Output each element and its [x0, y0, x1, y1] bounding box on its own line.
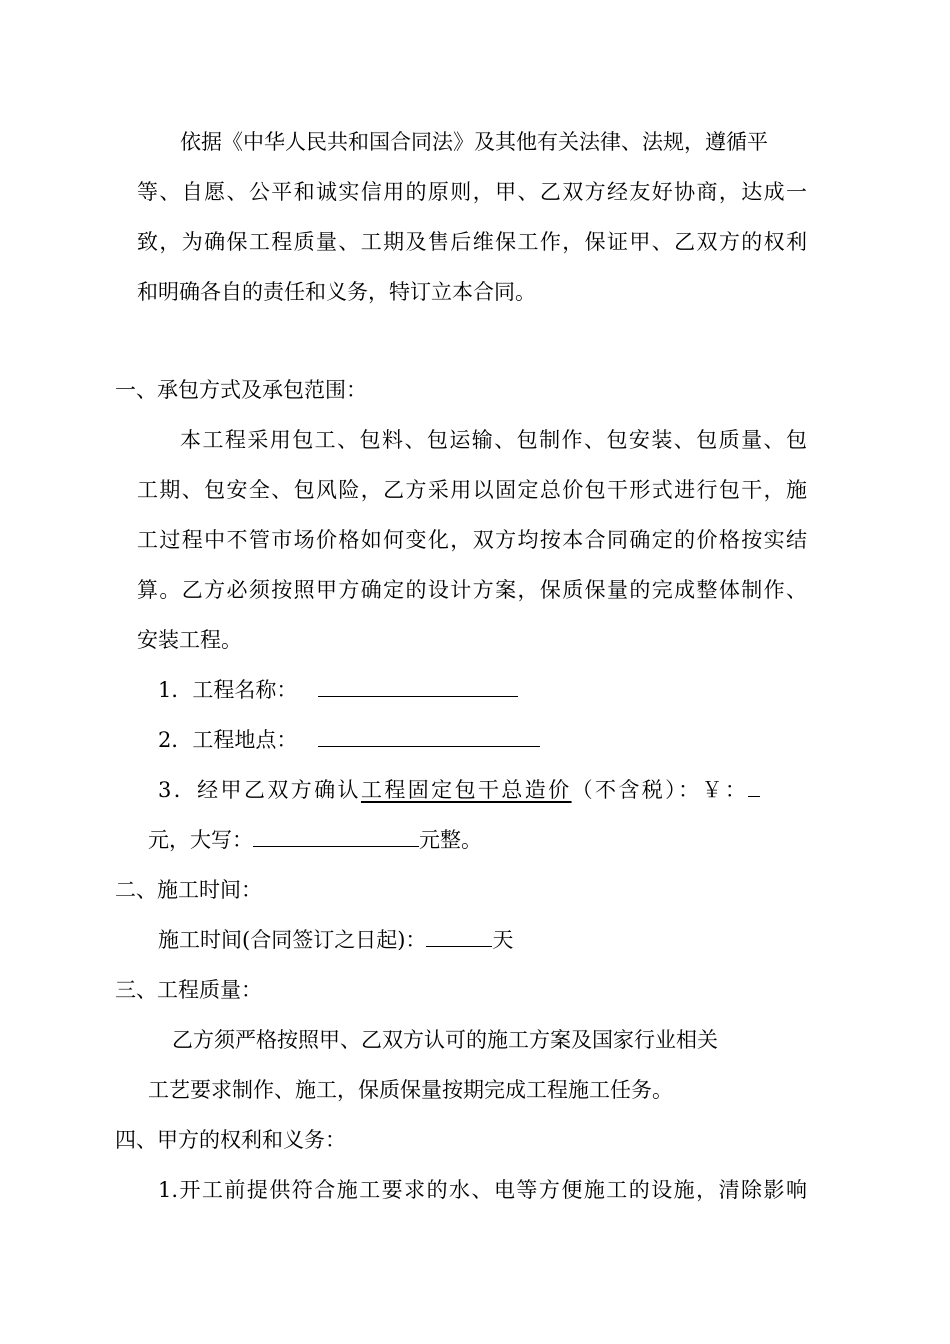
- intro-line-2: 等、自愿、公平和诚实信用的原则，甲、乙双方经友好协商，达成一: [137, 180, 807, 204]
- total-price-words-suffix: 元整。: [419, 828, 482, 852]
- total-price-underlined: 工程固定包干总造价: [360, 778, 572, 802]
- construction-time-label: 施工时间(合同签订之日起)：: [158, 928, 427, 952]
- total-price-suffix: （不含税）：￥：: [571, 778, 749, 802]
- project-location-row: [158, 726, 540, 754]
- construction-time-row: [158, 926, 513, 954]
- section3-line-2: 工艺要求制作、施工，保质保量按期完成工程施工任务。: [148, 1078, 673, 1102]
- total-price-words-row: [148, 826, 482, 854]
- intro-line-1: 依据《中华人民共和国合同法》及其他有关法律、法规，遵循平: [180, 130, 768, 154]
- section2-heading: 二、施工时间：: [115, 878, 262, 902]
- project-name-row: [158, 676, 518, 704]
- section1-para-line-1: 本工程采用包工、包料、包运输、包制作、包安装、包质量、包: [180, 428, 807, 452]
- total-price-words-label: 元，大写：: [148, 828, 253, 852]
- construction-time-unit: 天: [492, 928, 514, 952]
- project-name-blank: [318, 676, 518, 697]
- total-price-row: [158, 776, 760, 804]
- construction-days-blank: [426, 926, 492, 947]
- total-price-prefix: 3．经甲乙双方确认: [158, 778, 361, 802]
- project-location-blank: [318, 726, 540, 747]
- section1-para-line-2: 工期、包安全、包风险，乙方采用以固定总价包干形式进行包干，施: [137, 478, 807, 502]
- section1-heading: 一、承包方式及承包范围：: [115, 378, 367, 402]
- section3-heading: 三、工程质量：: [115, 978, 262, 1002]
- intro-line-3: 致，为确保工程质量、工期及售后维保工作，保证甲、乙双方的权利: [137, 230, 807, 254]
- project-location-label: 2．工程地点：: [158, 728, 298, 752]
- project-name-label: 1．工程名称：: [158, 678, 298, 702]
- total-price-words-blank: [253, 826, 419, 847]
- section1-para-line-4: 算。乙方必须按照甲方确定的设计方案，保质保量的完成整体制作、: [137, 578, 807, 602]
- section4-item-1: 1.开工前提供符合施工要求的水、电等方便施工的设施，清除影响: [158, 1178, 807, 1202]
- intro-line-4: 和明确各自的责任和义务，特订立本合同。: [137, 280, 536, 304]
- section4-heading: 四、甲方的权利和义务：: [115, 1128, 346, 1152]
- section1-para-line-3: 工过程中不管市场价格如何变化，双方均按本合同确定的价格按实结: [137, 528, 807, 552]
- section3-line-1: 乙方须严格按照甲、乙双方认可的施工方案及国家行业相关: [172, 1028, 718, 1052]
- section1-para-line-5: 安装工程。: [137, 628, 242, 652]
- total-price-amount-blank: [748, 776, 760, 797]
